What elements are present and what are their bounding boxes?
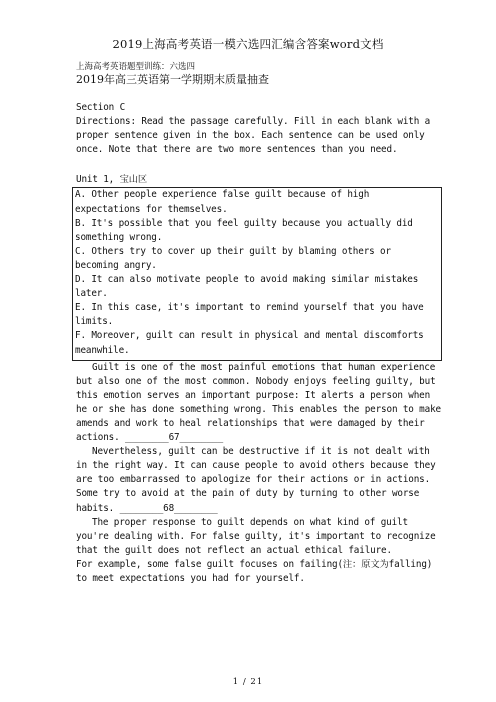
passage xyxy=(76,361,441,587)
option-f: F. Moreover, guilt can result in physical and mental discomforts meanwhile. xyxy=(75,330,424,356)
options-box xyxy=(72,187,442,360)
option-b: B. It's possible that you feel guilty because you actually did something wrong. xyxy=(75,217,413,243)
option-c: C. Others try to cover up their guilt by blaming others or becoming angry. xyxy=(75,245,391,271)
option-a: A. Other people experience false guilt because of high expectations for themselves. xyxy=(75,189,370,215)
page-number: 1 / 21 xyxy=(232,677,264,687)
passage-paragraph-1: Guilt is one of the most painful emotions that human experience but also one of the most common. Nobody enjoys feeling guilty, but this emotion serves an important purpose: It alerts a person when he or she has done something wrong. This enables the person to make amends and work to heal relationships that were damaged by their actions. ________67________ xyxy=(76,361,441,444)
section-heading: Section C xyxy=(76,102,126,113)
page-content xyxy=(76,61,441,586)
passage-paragraph-2: Nevertheless, guilt can be destructive if it is not dealt with in the right way. It can cause people to avoid others because they are too embarrassed to apologize for their actions or in actions. Some try to avoid at the pain of duty by turning to other worse habits. ________68________ xyxy=(76,446,436,514)
exam-subtitle: 2019年高三英语第一学期期末质量抽查 xyxy=(76,73,269,86)
option-e: E. In this case, it's important to remind yourself that you have limits. xyxy=(75,302,424,328)
passage-paragraph-3: The proper response to guilt depends on what kind of guilt you're dealing with. For false guilty, it's important to recognize that the guilt does not reflect an actual ethical failure. xyxy=(76,516,436,556)
passage-paragraph-4: For example, some false guilt focuses on failing(注：原文为falling) to meet expectations you had for yourself. xyxy=(76,558,433,584)
option-d: D. It can also motivate people to avoid making similar mistakes later. xyxy=(75,274,419,300)
header-small: 上海高考英语题型训练：六选四 xyxy=(76,62,196,72)
document-title: 2019上海高考英语一模六选四汇编含答案word文档 xyxy=(112,37,384,51)
unit-heading: Unit 1, 宝山区 xyxy=(76,174,148,186)
directions-text: Directions: Read the passage carefully. Fill in each blank with a proper sentence given in the box. Each sentence can be used only once. Note that there are two more sentences than you need. xyxy=(76,116,431,156)
